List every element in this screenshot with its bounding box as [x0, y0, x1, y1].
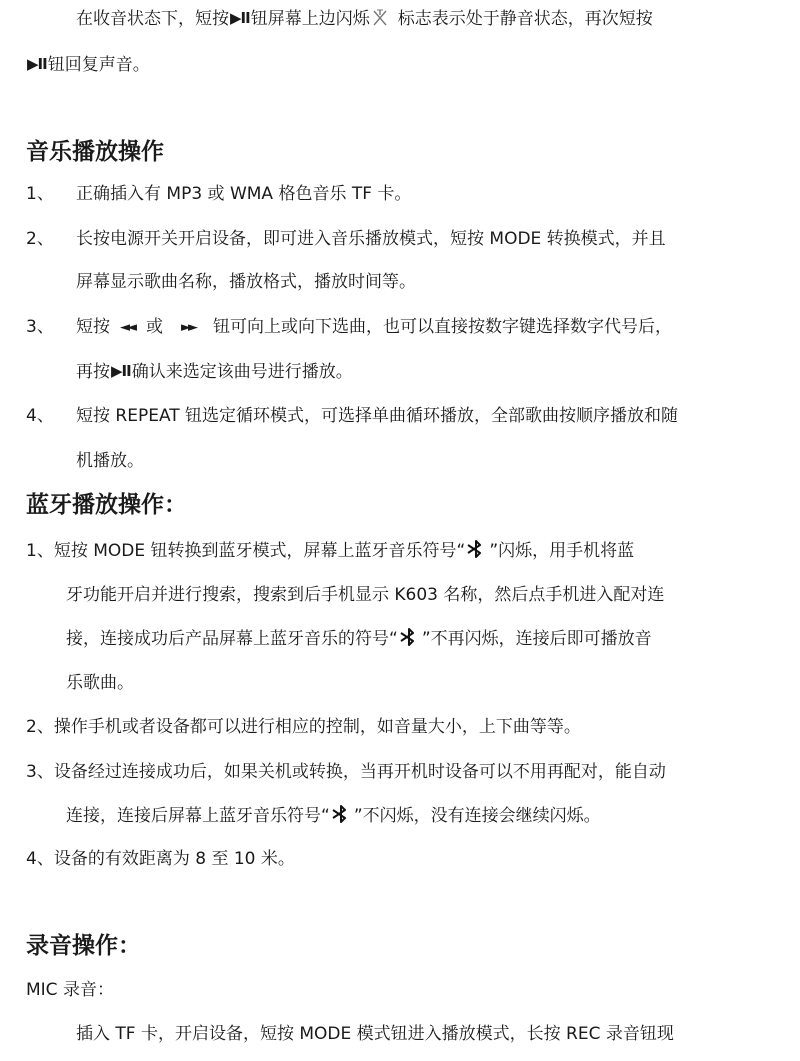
music-item-2-text-line-2: 屏幕显示歌曲名称，播放格式，播放时间等。 — [76, 272, 416, 292]
music-item-number: 1、 — [26, 184, 54, 204]
previous-icon: ◄◄ — [120, 320, 134, 335]
bluetooth-item-1-line-3: 接，连接成功后产品屏幕上蓝牙音乐的符号“ ”不再闪烁，连接后即可播放音 — [66, 629, 652, 649]
music-item-number: 3、 — [26, 317, 54, 337]
bluetooth-icon — [331, 805, 353, 823]
bluetooth-item-1-line-1: 1、短按 MODE 钮转换到蓝牙模式，屏幕上蓝牙音乐符号“ ”闪烁，用手机将蓝 — [26, 541, 635, 561]
bluetooth-icon — [466, 540, 488, 558]
bluetooth-section-title: 蓝牙播放操作： — [26, 492, 187, 518]
music-item-3-text-line-1: 短按 ◄◄ 或 ►► 钮可向上或向下选曲，也可以直接按数字键选择数字代号后， — [76, 315, 672, 340]
music-item-number: 4、 — [26, 406, 54, 426]
intro-line-2: ▶II钮回复声音。 — [26, 52, 150, 77]
mic-record-label: MIC 录音： — [26, 980, 114, 1000]
record-instruction-line-1: 插入 TF 卡，开启设备，短按 MODE 模式钮进入播放模式，长按 REC 录音钮现 — [76, 1024, 674, 1044]
bluetooth-item-3-line-2: 连接，连接后屏幕上蓝牙音乐符号“ ”不闪烁，没有连接会继续闪烁。 — [66, 806, 601, 826]
next-icon: ►► — [181, 320, 195, 335]
bluetooth-item-4: 4、设备的有效距离为 8 至 10 米。 — [26, 849, 295, 869]
bluetooth-icon — [399, 628, 421, 646]
music-section-title: 音乐播放操作 — [26, 139, 164, 165]
play-pause-icon: ▶II — [230, 9, 250, 27]
bluetooth-item-2: 2、操作手机或者设备都可以进行相应的控制，如音量大小，上下曲等等。 — [26, 717, 581, 737]
music-item-2-text-line-1: 长按电源开关开启设备，即可进入音乐播放模式，短按 MODE 转换模式，并且 — [76, 229, 666, 249]
intro-line-1: 在收音状态下，短按▶II钮屏幕上边闪烁 标志表示处于静音状态，再次短按 — [76, 6, 653, 31]
bluetooth-item-3-line-1: 3、设备经过连接成功后，如果关机或转换，当再开机时设备可以不用再配对，能自动 — [26, 762, 666, 782]
bluetooth-item-1-line-2: 牙功能开启并进行搜索，搜索到后手机显示 K603 名称，然后点手机进入配对连 — [66, 585, 665, 605]
music-item-1-text: 正确插入有 MP3 或 WMA 格色音乐 TF 卡。 — [76, 184, 412, 204]
mute-icon — [372, 9, 388, 27]
music-item-number: 2、 — [26, 229, 54, 249]
play-pause-icon: ▶II — [111, 362, 131, 380]
record-section-title: 录音操作： — [26, 933, 141, 959]
bluetooth-item-1-line-4: 乐歌曲。 — [66, 673, 134, 693]
play-pause-icon: ▶II — [27, 55, 47, 73]
music-item-4-text-line-1: 短按 REPEAT 钮选定循环模式，可选择单曲循环播放，全部歌曲按顺序播放和随 — [76, 406, 679, 426]
music-item-3-text-line-2: 再按▶II确认来选定该曲号进行播放。 — [76, 359, 353, 384]
music-item-4-text-line-2: 机播放。 — [76, 451, 144, 471]
